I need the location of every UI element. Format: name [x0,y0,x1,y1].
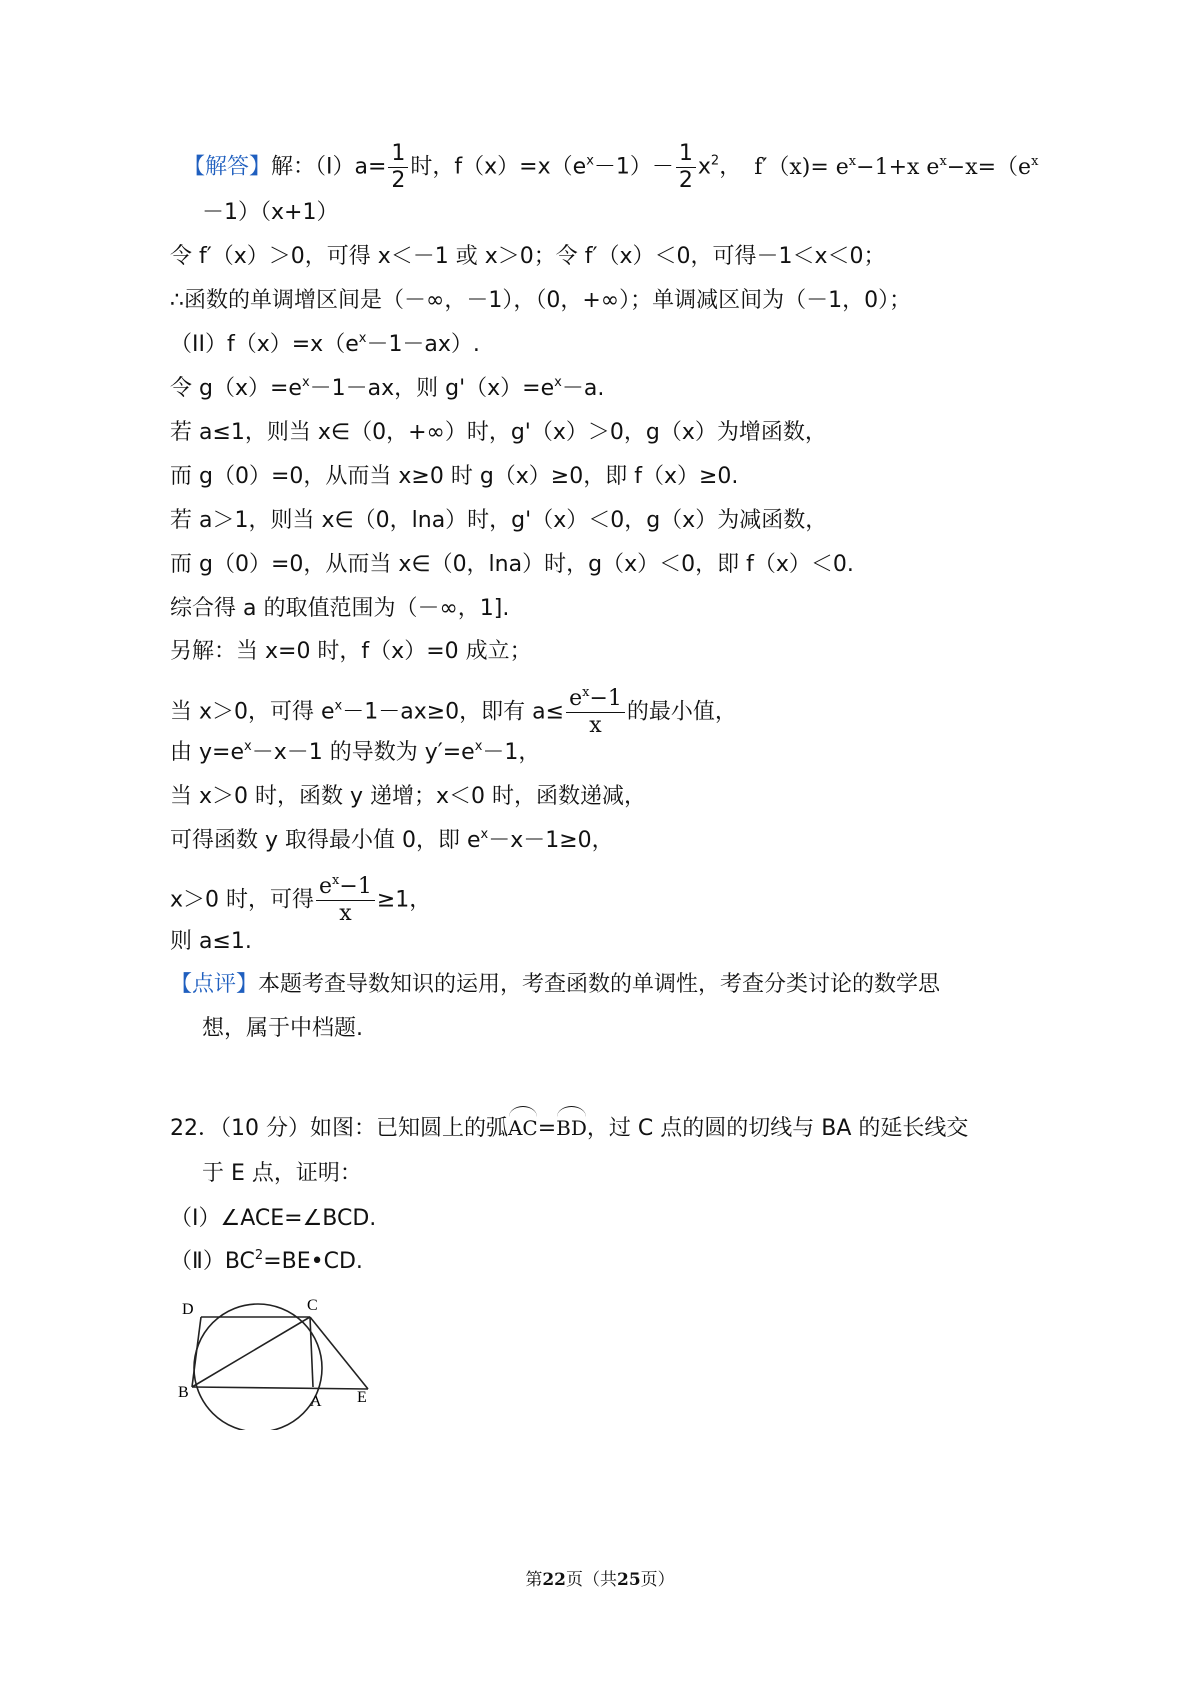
label-b: B [178,1384,189,1401]
segment-ca [310,1317,313,1387]
segment-ce [310,1317,368,1389]
label-a: A [310,1393,322,1410]
solution-line-12: 另解：当 x=0 时，f（x）=0 成立； [170,639,532,664]
segment-bc [192,1317,310,1387]
page-total: 25 [617,1570,641,1590]
solution-line-9: 若 a＞1，则当 x∈（0，lna）时，g'（x）＜0，g（x）为减函数， [170,508,828,533]
fraction-one-half: $\frac{1}{2}$ [388,143,408,192]
segment-be [192,1387,368,1389]
problem-22-line-1: 22．（10 分）如图：已知圆上的弧AC=BD，过 C 点的圆的切线与 BA 的延长线交 [170,1109,968,1144]
fraction-one-half-2: $\frac{1}{2}$ [676,143,696,192]
solution-line-15: 当 x＞0 时，函数 y 递增；x＜0 时，函数递减， [170,784,647,809]
comment-line-2: 想，属于中档题. [202,1016,363,1041]
solution-line-8: 而 g（0）=0，从而当 x≥0 时 g（x）≥0，即 f（x）≥0. [170,464,739,489]
solution-line-13: 当 x＞0，可得 $e^x-1-ax\ge 0$，即有 a≤ $\frac{e^x-1}{x}$ 的最小值， [170,685,737,738]
page-number: 22 [542,1570,566,1590]
solution-line-3: 令 f′（x）＞0，可得 x＜－1 或 x＞0；令 f′（x）＜0，可得－1＜x＜0； [170,244,886,269]
derivative-expression: $f'(x)= e^x-1+x$ $e^x-x=(e^x$ [754,153,1039,180]
label-e: E [357,1389,367,1406]
solution-line-16: 可得函数 y 取得最小值 0，即 $e^x-x-1\ge 0$， [170,827,614,853]
problem-22-part-2: $(Ⅱ)BC^2=BE•CD$. [170,1248,363,1274]
arc-bd: BD [556,1109,587,1143]
solution-line-2: －1）（x+1） [202,200,339,225]
solution-line-17: x＞0 时，可得 $\frac{e^x-1}{x}$ ≥1， [170,873,432,926]
segment-db [192,1317,201,1387]
solution-line-6: 令 $g(x)=e^x-1-ax$，则 $g'(x)=e^x-a$. [170,375,605,401]
fraction-ex-minus-1-over-x-2: $\frac{e^x-1}{x}$ [316,876,375,925]
comment-line-1: 【点评】本题考查导数知识的运用，考查函数的单调性，考查分类讨论的数学思 [170,972,941,997]
solution-line-18: 则 a≤1. [170,929,252,954]
solution-tag: 【解答】 [183,154,272,180]
solution-line-5: $(II)f(x)=x(e^x-1-ax)$. [170,331,480,357]
circle [194,1304,322,1430]
solution-line-10: 而 g（0）=0，从而当 x∈（0，lna）时，g（x）＜0，即 f（x）＜0. [170,552,854,577]
solution-line-1: 【解答】解：（I）a= $\frac{1}{2}$ 时，$f(x)=x(e^x-1)-$ $\frac{1}{2}$ $x^2$， $f'(x)= e^x-1+x$ $e^x-x=(e^x$ [183,141,1039,193]
solution-line-11: 综合得 a 的取值范围为（－∞，1]. [170,596,510,621]
geometry-figure [170,1290,390,1430]
page-footer: 第22页（共25页） [525,1570,675,1590]
fraction-ex-minus-1-over-x: $\frac{e^x-1}{x}$ [566,688,625,737]
solution-line-14: 由 $y=e^x-x-1$ 的导数为 $y'=e^x-1$， [170,739,541,765]
problem-22-part-1: （Ⅰ）∠ACE=∠BCD. [170,1206,377,1231]
arc-ac: AC [508,1109,538,1143]
solution-line-4: ∴函数的单调增区间是（－∞，－1），（0，+∞）；单调减区间为（－1，0）； [170,288,912,313]
label-c: C [307,1297,318,1314]
label-d: D [182,1301,194,1318]
comment-tag: 【点评】 [170,972,259,997]
solution-line-7: 若 a≤1，则当 x∈（0，+∞）时，g'（x）＞0，g（x）为增函数， [170,420,827,445]
problem-22-line-2: 于 E 点，证明： [202,1161,362,1186]
